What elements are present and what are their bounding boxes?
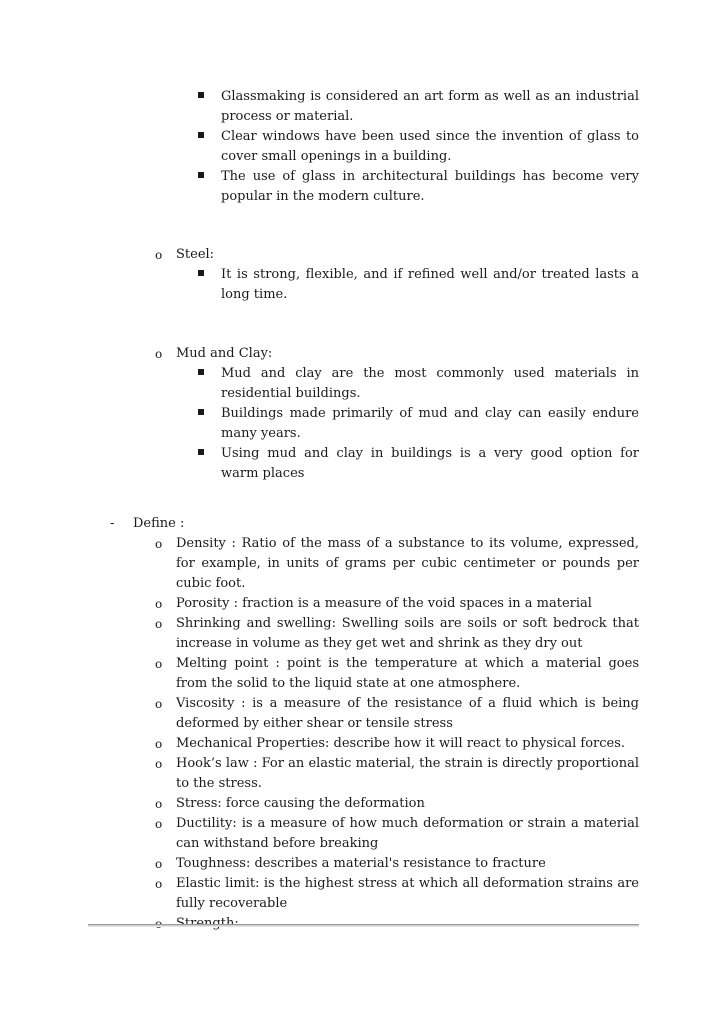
- definition-porosity: o Porosity : fraction is a measure of the void spaces in a material: [176, 594, 639, 614]
- define-heading: - Define :: [133, 514, 639, 534]
- glass-bullet-2: Clear windows have been used since the invention of glass to cover small openings in a building.: [221, 127, 639, 167]
- square-bullet-icon: [198, 444, 204, 464]
- square-bullet-icon: [198, 127, 204, 147]
- circle-bullet-icon: o: [155, 757, 163, 771]
- steel-heading: o Steel:: [176, 245, 639, 265]
- circle-bullet-icon: o: [155, 248, 163, 262]
- definition-mechanical-properties: o Mechanical Properties: describe how it will react to physical forces.: [176, 734, 639, 754]
- circle-bullet-icon: o: [155, 877, 163, 891]
- circle-bullet-icon: o: [155, 817, 163, 831]
- definition-shrinking-swelling: o Shrinking and swelling: Swelling soils are soils or soft bedrock that increase in volume as they get wet and shrink as they dry out: [155, 616, 639, 651]
- mud-clay-bullet-3: Using mud and clay in buildings is a very good option for warm places: [221, 444, 639, 484]
- definition-elastic-limit: o Elastic limit: is the highest stress at which all deformation strains are fully recoverable: [155, 876, 639, 911]
- definition-viscosity: o Viscosity : is a measure of the resistance of a fluid which is being deformed by either shear or tensile stress: [155, 696, 639, 731]
- definition-stress: o Stress: force causing the deformation: [176, 794, 639, 814]
- circle-bullet-icon: o: [155, 657, 163, 671]
- circle-bullet-icon: o: [155, 697, 163, 711]
- definition-melting-point: o Melting point : point is the temperature at which a material goes from the solid to the liquid state at one atmosphere.: [155, 656, 639, 691]
- glass-bullet-3: The use of glass in architectural buildings has become very popular in the modern culture.: [221, 167, 639, 207]
- square-bullet-icon: [198, 364, 204, 384]
- circle-bullet-icon: o: [155, 597, 163, 611]
- definition-density: o Density : Ratio of the mass of a substance to its volume, expressed, for example, in units of grams per cubic centimeter or pounds per cubic foot.: [155, 536, 639, 591]
- definition-toughness: o Toughness: describes a material's resistance to fracture: [176, 854, 639, 874]
- circle-bullet-icon: o: [155, 737, 163, 751]
- dash-bullet-icon: -: [110, 516, 115, 531]
- definition-strength: o Strength:: [176, 914, 639, 934]
- circle-bullet-icon: o: [155, 797, 163, 811]
- square-bullet-icon: [198, 404, 204, 424]
- mud-clay-section: [0, 344, 728, 484]
- square-bullet-icon: [198, 87, 204, 107]
- mud-clay-bullet-1: Mud and clay are the most commonly used materials in residential buildings.: [221, 364, 639, 404]
- square-bullet-icon: [198, 265, 204, 285]
- define-section: [0, 514, 728, 934]
- steel-bullet-1: It is strong, flexible, and if refined well and/or treated lasts a long time.: [221, 265, 639, 305]
- mud-clay-heading: o Mud and Clay:: [176, 344, 639, 364]
- mud-clay-bullet-2: Buildings made primarily of mud and clay can easily endure many years.: [221, 404, 639, 444]
- definition-ductility: o Ductility: is a measure of how much deformation or strain a material can withstand before breaking: [155, 816, 639, 851]
- steel-section: [0, 245, 728, 305]
- square-bullet-icon: [198, 167, 204, 187]
- footer-divider: [88, 924, 639, 925]
- glass-bullet-list: [0, 87, 728, 207]
- glass-bullet-1: Glassmaking is considered an art form as well as an industrial process or material.: [221, 87, 639, 127]
- definition-hooks-law: o Hook’s law : For an elastic material, the strain is directly proportional to the stress.: [155, 756, 639, 791]
- circle-bullet-icon: o: [155, 617, 163, 631]
- circle-bullet-icon: o: [155, 537, 163, 551]
- circle-bullet-icon: o: [155, 917, 163, 931]
- circle-bullet-icon: o: [155, 347, 163, 361]
- circle-bullet-icon: o: [155, 857, 163, 871]
